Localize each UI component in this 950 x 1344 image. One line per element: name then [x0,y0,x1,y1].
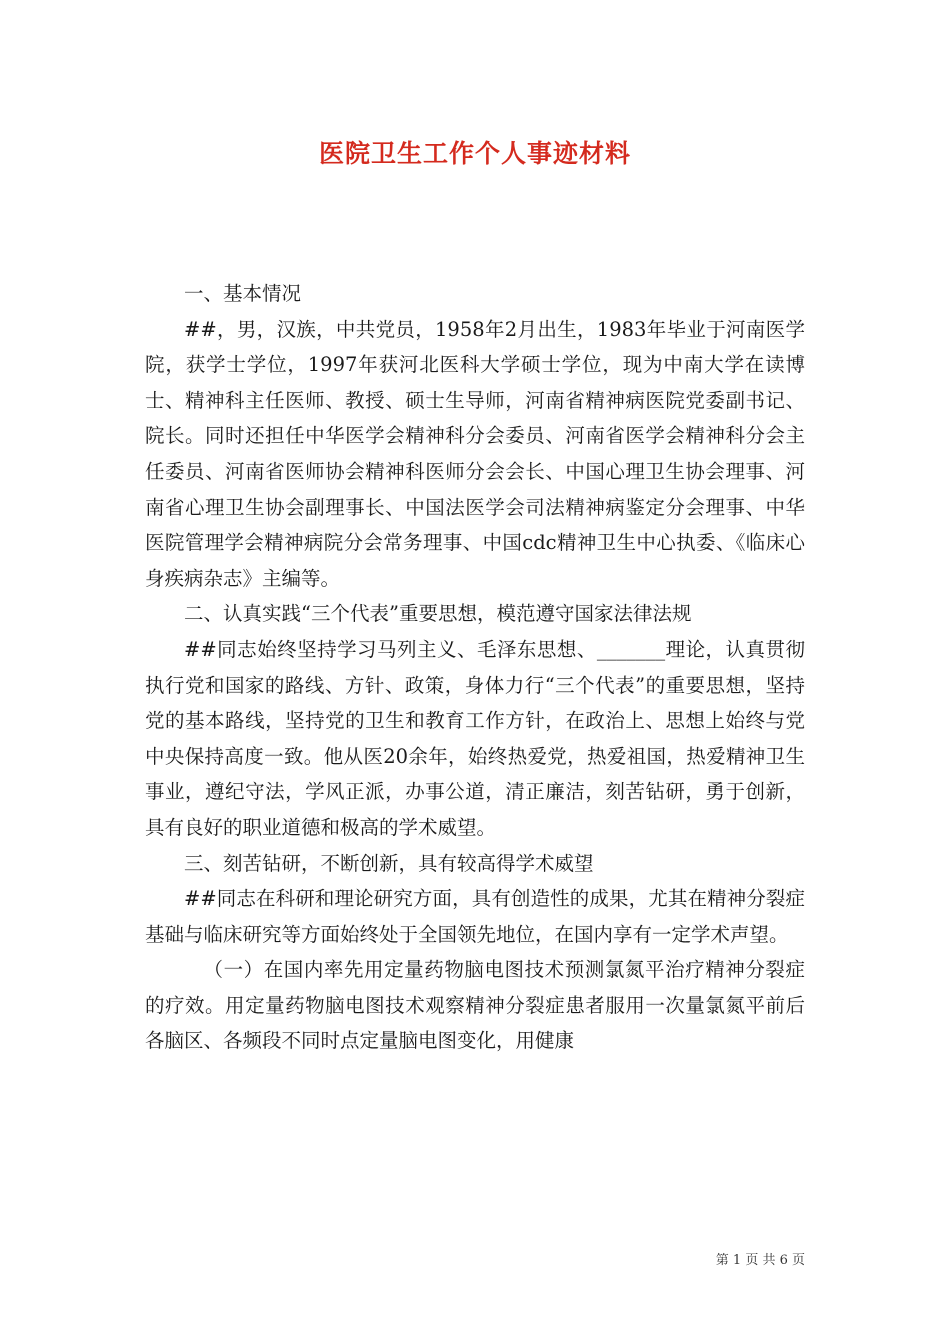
section-heading-research: 三、刻苦钻研，不断创新，具有较高得学术威望 [184,851,594,875]
paragraph-research: ##同志在科研和理论研究方面，具有创造性的成果，尤其在精神分裂症基础与临床研究等方面始终处于全国领先地位，在国内享有一定学术声望。 [145,887,805,946]
document-title: 医院卫生工作个人事迹材料 [318,139,631,168]
paragraph-basic-info: ##，男，汉族，中共党员，1958年2月出生，1983年毕业于河南医学院，获学士学位，1997年获河北医科大学硕士学位，现为中南大学在读博士、精神科主任医师、教授、硕士生导师，河南省精神病医院党委副书记、院长。同时还担任中华医学会精神科分会委员、河南省医学会精神科分会主任委员、河南省医师协会精神科医师分会会长、中国心理卫生协会理事、河南省心理卫生协会副理事长、中国法医学会司法精神病鉴定分会理事、中华医院管理学会精神病院分会常务理事、中国cdc精神卫生中心执委、《临床心身疾病杂志》主编等。 [145,317,805,590]
paragraph-three-represents: ##同志始终坚持学习马列主义、毛泽东思想、_______理论，认真贯彻执行党和国家的路线、方针、政策，身体力行“三个代表”的重要思想，坚持党的基本路线，坚持党的卫生和教育工作方针，在政治上、思想上始终与党中央保持高度一致。他从医20余年，始终热爱党，热爱祖国，热爱精神卫生事业，遵纪守法，学风正派，办事公道，清正廉洁，刻苦钻研，勇于创新，具有良好的职业道德和极高的学术威望。 [145,637,805,839]
paragraph-research-item-1: （一）在国内率先用定量药物脑电图技术预测氯氮平治疗精神分裂症的疗效。用定量药物脑电图技术观察精神分裂症患者服用一次量氯氮平前后各脑区、各频段不同时点定量脑电图变化，用健康 [145,958,805,1053]
section-heading-three-represents: 二、认真实践“三个代表”重要思想，模范遵守国家法律法规 [184,602,692,626]
page-number: 第 1 页 共 6 页 [715,1253,805,1268]
document-body [145,276,805,1059]
section-heading-basic-info: 一、基本情况 [184,282,302,305]
